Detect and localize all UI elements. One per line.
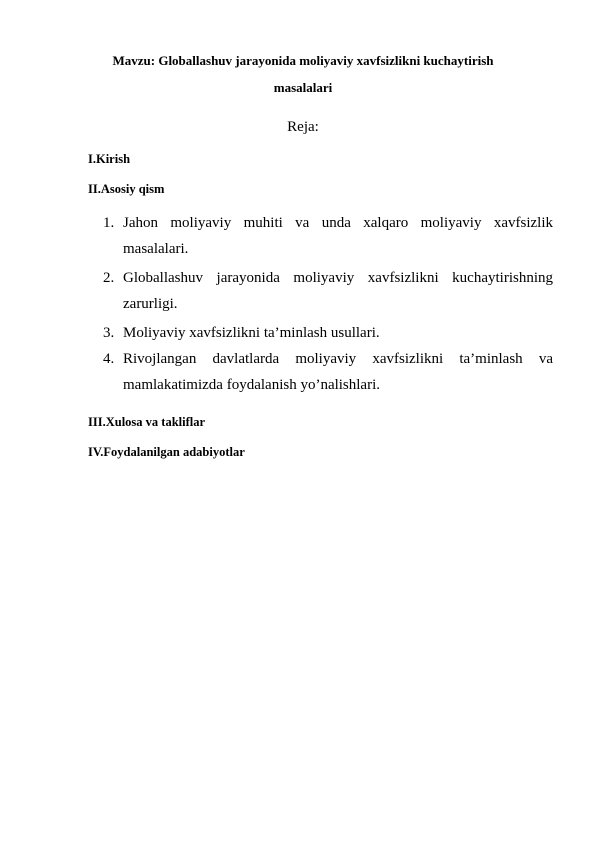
list-item-number: 4. — [103, 351, 115, 367]
section-main-part: II.Asosiy qism — [88, 182, 165, 196]
list-item — [103, 265, 553, 317]
list-item-text: Globallashuv jarayonida moliyaviy xavfsizlikni kuchaytirishning zarurligi. — [123, 270, 553, 312]
list-item-text: Moliyaviy xavfsizlikni ta’minlash usullari. — [123, 325, 380, 341]
list-item — [103, 320, 553, 346]
list-item-text: Rivojlangan davlatlarda moliyaviy xavfsizlikni ta’minlash va mamlakatimizda foydalanish yo’nalishlari. — [123, 351, 553, 393]
list-item-number: 2. — [103, 270, 115, 286]
list-item — [103, 210, 553, 262]
document-title-line-1: Mavzu: Globallashuv jarayonida moliyaviy xavfsizlikni kuchaytirish — [112, 53, 494, 68]
list-item-text: Jahon moliyaviy muhiti va unda xalqaro moliyaviy xavfsizlik masalalari. — [123, 215, 553, 257]
list-item-number: 1. — [103, 215, 115, 231]
document-title-line-2: masalalari — [273, 80, 333, 95]
section-intro: I.Kirish — [88, 152, 131, 166]
list-item — [103, 346, 553, 398]
section-references: IV.Foydalanilgan adabiyotlar — [88, 445, 245, 459]
plan-heading: Reja: — [287, 119, 319, 135]
section-conclusion: III.Xulosa va takliflar — [88, 415, 206, 429]
list-item-number: 3. — [103, 325, 115, 341]
